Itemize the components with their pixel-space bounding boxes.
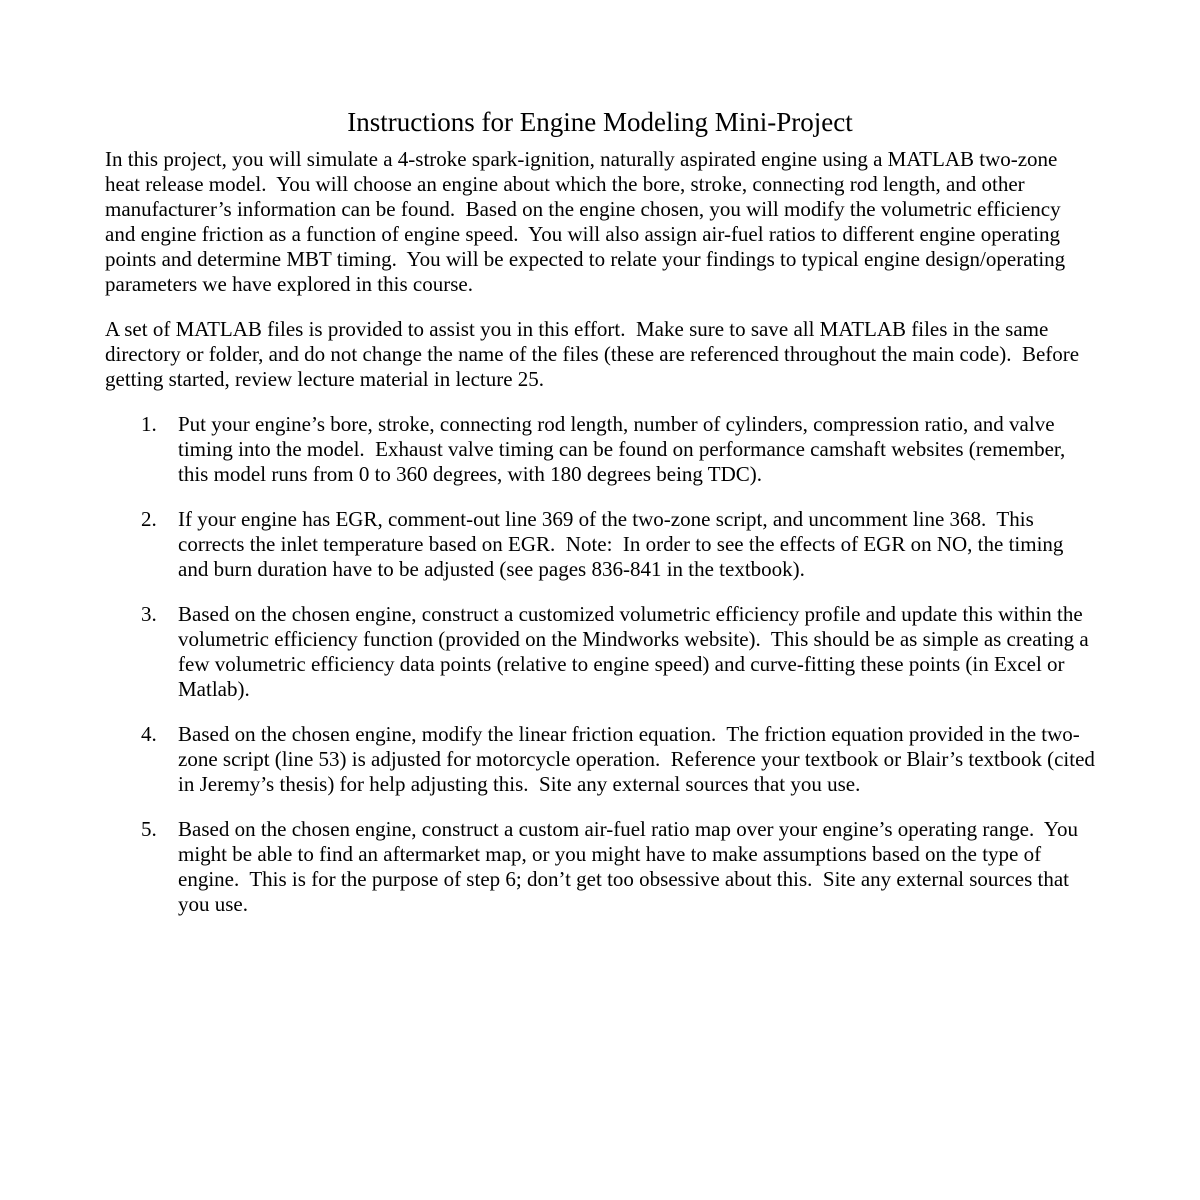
list-item-4-text: Based on the chosen engine, modify the linear friction equation. The friction equation provided in the two-zone script (line 53) is adjusted for motorcycle operation. Reference your textbook or Blair’s textbook (cited in Jeremy’s thesis) for help adjusting this. Site any external sources that you use. [178,722,1101,796]
list-item-4-number: 4. [141,722,157,746]
list-item-1-number: 1. [141,412,157,436]
list-item-3 [105,602,1095,702]
document-title: Instructions for Engine Modeling Mini-Project [347,107,853,137]
list-item-5 [105,817,1095,917]
list-item-5-text: Based on the chosen engine, construct a custom air-fuel ratio map over your engine’s operating range. You might be able to find an aftermarket map, or you might have to make assumptions based on the type of engine. This is for the purpose of step 6; don’t get too obsessive about this. Site any external sources that you use. [178,817,1084,916]
list-item-4 [105,722,1101,797]
instructions-list [105,412,1101,917]
intro-paragraph: In this project, you will simulate a 4-stroke spark-ignition, naturally aspirated engine using a MATLAB two-zone heat release model. You will choose an engine about which the bore, stroke, connecting rod length, and other manufacturer’s information can be found. Based on the engine chosen, you will modify the volumetric efficiency and engine friction as a function of engine speed. You will also assign air-fuel ratios to different engine operating points and determine MBT timing. You will be expected to relate your findings to typical engine design/operating parameters we have explored in this course. [105,147,1071,296]
list-item-5-number: 5. [141,817,157,841]
list-item-2-number: 2. [141,507,157,531]
list-item-3-text: Based on the chosen engine, construct a customized volumetric efficiency profile and update this within the volumetric efficiency function (provided on the Mindworks website). This should be as simple as creating a few volumetric efficiency data points (relative to engine speed) and curve-fitting these points (in Excel or Matlab). [178,602,1095,701]
list-item-2 [105,507,1095,582]
list-item-1-text: Put your engine’s bore, stroke, connecting rod length, number of cylinders, compression ratio, and valve timing into the model. Exhaust valve timing can be found on performance camshaft websites (remember, this model runs from 0 to 360 degrees, with 180 degrees being TDC). [178,412,1071,486]
matlab-files-paragraph: A set of MATLAB files is provided to assist you in this effort. Make sure to save all MATLAB files in the same directory or folder, and do not change the name of the files (these are referenced throughout the main code). Before getting started, review lecture material in lecture 25. [105,317,1085,391]
list-item-2-text: If your engine has EGR, comment-out line 369 of the two-zone script, and uncomment line 368. This corrects the inlet temperature based on EGR. Note: In order to see the effects of EGR on NO, the timing and burn duration have to be adjusted (see pages 836-841 in the textbook). [178,507,1069,581]
list-item-1 [105,412,1095,487]
list-item-3-number: 3. [141,602,157,626]
